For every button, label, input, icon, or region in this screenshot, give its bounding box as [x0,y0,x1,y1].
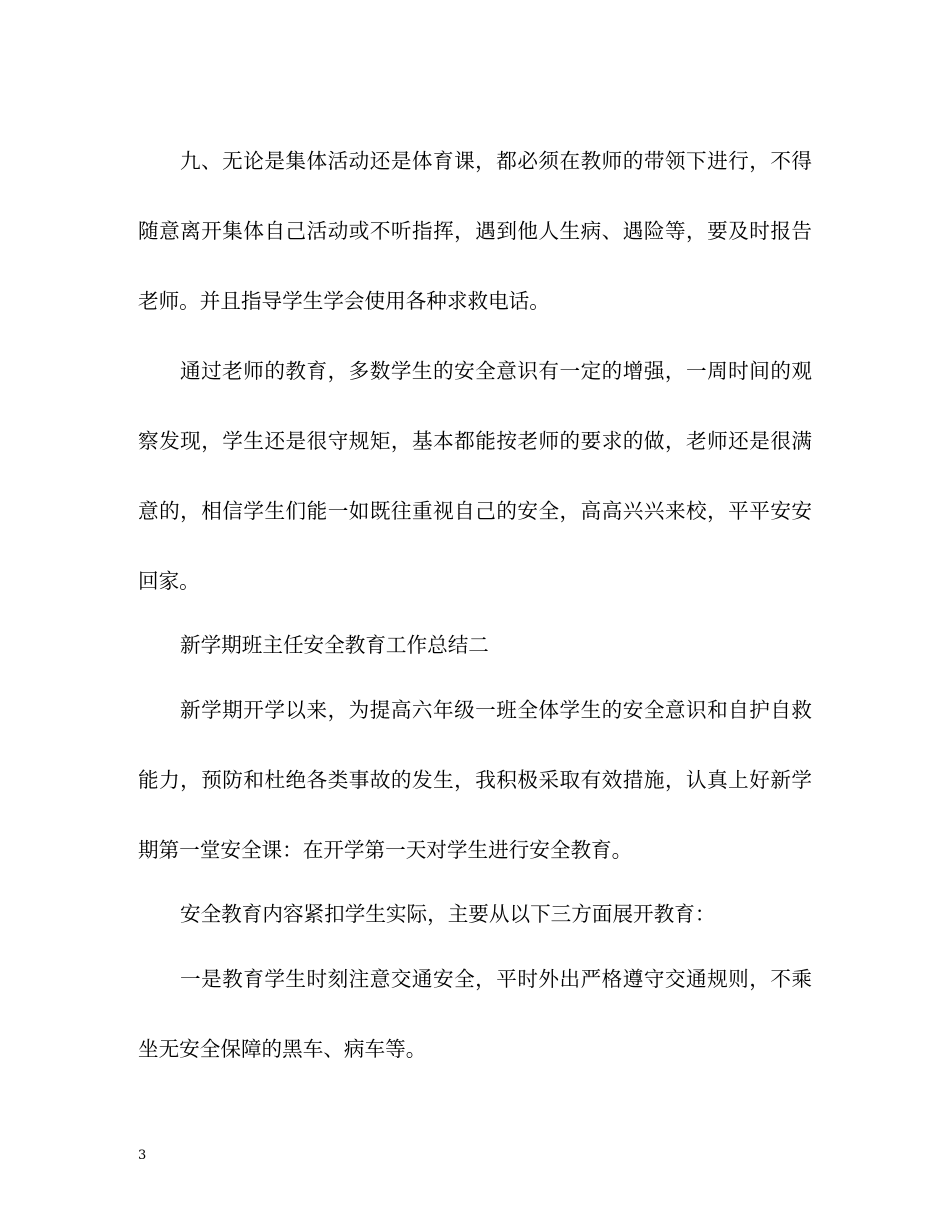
page-number: 3 [138,1148,147,1163]
paragraph-safety-rule-nine: 九、无论是集体活动还是体育课，都必须在教师的带领下进行，不得随意离开集体自己活动或不听指挥，遇到他人生病、遇险等，要及时报告老师。并且指导学生学会使用各种求救电话。 [138,149,812,313]
paragraph-traffic-safety: 一是教育学生时刻注意交通安全，平时外出严格遵守交通规则，不乘坐无安全保障的黑车、病车等。 [138,967,812,1061]
paragraph-new-semester: 新学期开学以来，为提高六年级一班全体学生的安全意识和自护自救能力，预防和杜绝各类事故的发生，我积极采取有效措施，认真上好新学期第一堂安全课：在开学第一天对学生进行安全教育。 [138,698,812,862]
paragraph-education-content: 安全教育内容紧扣学生实际，主要从以下三方面展开教育： [180,902,716,926]
document-body [138,126,812,1084]
paragraph-education-result: 通过老师的教育，多数学生的安全意识有一定的增强，一周时间的观察发现，学生还是很守规矩，基本都能按老师的要求的做，老师还是很满意的，相信学生们能一如既往重视自己的安全，高高兴兴来校，平平安安回家。 [138,359,812,593]
section-heading: 新学期班主任安全教育工作总结二 [180,633,489,657]
